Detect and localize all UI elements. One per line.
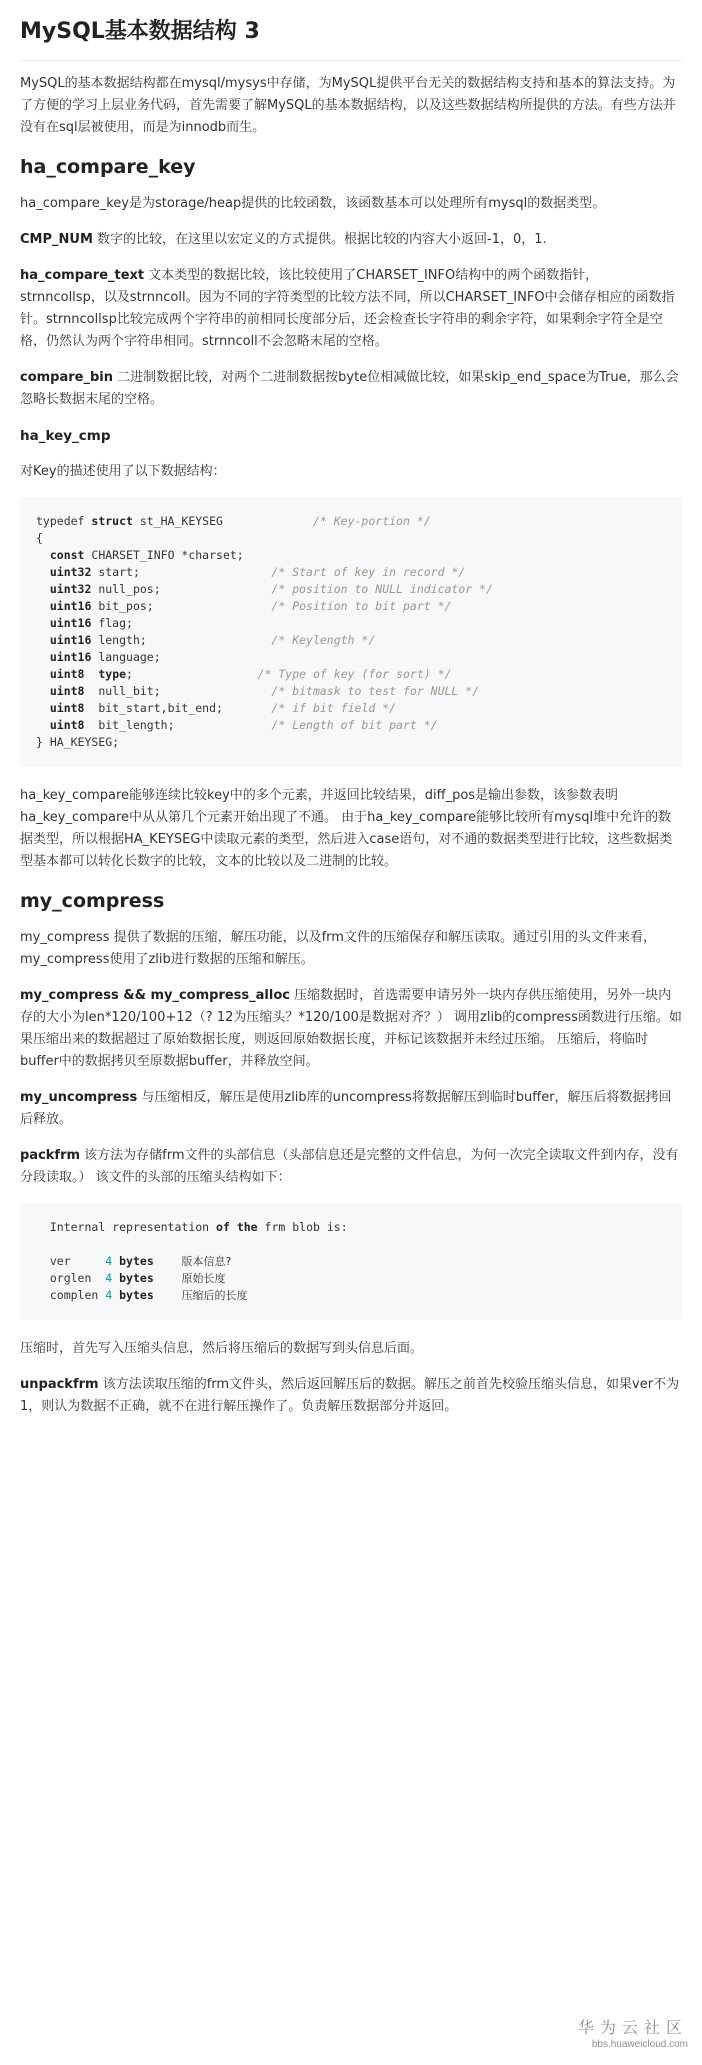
watermark-url: bbs.huaweicloud.com bbox=[591, 2039, 688, 2050]
watermark bbox=[578, 2015, 688, 2050]
compress-write-paragraph: 压缩时，首先写入压缩头信息，然后将压缩后的数据写到头信息后面。 bbox=[20, 1341, 424, 1356]
compare-bin-paragraph bbox=[20, 367, 682, 411]
uncompress-term: my_uncompress bbox=[20, 1090, 138, 1105]
unpackfrm-paragraph bbox=[20, 1374, 682, 1418]
code-block-frm-blob: Internal representation of the frm blob is: ver 4 bytes 版本信息? orglen 4 bytes 原始长度 complen 4 bytes 压缩后的长度 bbox=[20, 1203, 682, 1320]
my-compress-paragraph: my_compress 提供了数据的压缩，解压功能，以及frm文件的压缩保存和解压读取。通过引用的头文件来看，my_compress使用了zlib进行数据的压缩和解压。 bbox=[20, 930, 656, 967]
compress-alloc-desc: 压缩数据时，首选需要申请另外一块内存供压缩使用，另外一块内存的大小为len*120/100+12（? 12为压缩头？*120/100是数据对齐？） 调用zlib的compress函数进行压缩。如果压缩出来的数据超过了原始数据长度，则返回原始数据长度，并标记该数据并未经过压缩。 压缩后，将临时buffer中的数据拷贝至原数据buffer，并释放空间。 bbox=[20, 988, 682, 1069]
compare-text-term: ha_compare_text bbox=[20, 268, 145, 283]
code-block-ha-keyseg: typedef struct st_HA_KEYSEG /* Key-portion */ { const CHARSET_INFO *charset; uint32 start; /* Start of key in record */ uint32 null_pos; /* position to NULL indicator */ uint16 bit_pos; /* Position to bit part */ uint16 flag; uint16 length; /* Keylength */ uint16 language; uint8 type; /* Type of key (for sort) */ uint8 null_bit; /* bitmask to test for NULL */ uint8 bit_start,bit_end; /* if bit field */ uint8 bit_length; /* Length of bit part */ } HA_KEYSEG; bbox=[20, 497, 682, 767]
compare-text-desc: 文本类型的数据比较，该比较使用了CHARSET_INFO结构中的两个函数指针，strnncollsp，以及strnncoll。因为不同的字符类型的比较方法不同，所以CHARSET_INFO中会储存相应的函数指针。strnncollsp比较完成两个字符串的前相同长度部分后，还会检查长字符串的剩余字符，如果剩余字符全是空格，仍然认为两个字符串相同。strnncoll不会忽略末尾的空格。 bbox=[20, 268, 675, 349]
intro-paragraph: MySQL的基本数据结构都在mysql/mysys中存储，为MySQL提供平台无关的数据结构支持和基本的算法支持。为了方便的学习上层业务代码，首先需要了解MySQL的基本数据结构，以及这些数据结构所提供的方法。有些方法并没有在sql层被使用，而是为innodb而生。 bbox=[20, 76, 676, 135]
compress-alloc-term: my_compress && my_compress_alloc bbox=[20, 988, 290, 1003]
compare-bin-term: compare_bin bbox=[20, 370, 114, 385]
compress-alloc-paragraph bbox=[20, 985, 682, 1073]
packfrm-term: packfrm bbox=[20, 1148, 81, 1163]
watermark-brand: 华为云社区 bbox=[577, 2018, 688, 2037]
unpackfrm-term: unpackfrm bbox=[20, 1377, 99, 1392]
section-heading-my-compress: my_compress bbox=[20, 890, 165, 912]
ha-compare-key-paragraph: ha_compare_key是为storage/heap提供的比较函数，该函数基本可以处理所有mysql的数据类型。 bbox=[20, 196, 606, 211]
cmp-num-term: CMP_NUM bbox=[20, 232, 93, 247]
section-heading-ha-compare-key: ha_compare_key bbox=[20, 156, 196, 178]
packfrm-paragraph bbox=[20, 1145, 682, 1189]
uncompress-desc: 与压缩相反，解压是使用zlib库的uncompress将数据解压到临时buffer，解压后将数据拷回后释放。 bbox=[20, 1090, 672, 1127]
page-title: MySQL基本数据结构 3 bbox=[20, 16, 682, 61]
struct-intro: 对Key的描述使用了以下数据结构： bbox=[20, 464, 226, 479]
compare-text-paragraph bbox=[20, 265, 682, 353]
uncompress-paragraph bbox=[20, 1087, 682, 1131]
cmp-num-paragraph bbox=[20, 229, 682, 251]
compare-bin-desc: 二进制数据比较，对两个二进制数据按byte位相减做比较，如果skip_end_space为True，那么会忽略长数据末尾的空格。 bbox=[20, 370, 679, 407]
ha-key-compare-paragraph: ha_key_compare能够连续比较key中的多个元素，并返回比较结果，diff_pos是输出参数，该参数表明ha_key_compare中从从第几个元素开始出现了不通。 由于ha_key_compare能够比较所有mysql堆中允许的数据类型，所以根据HA_KEYSEG中读取元素的类型，然后进入case语句，对不通的数据类型进行比较，这些数据类型基本都可以转化长数字的比较，文本的比较以及二进制的比较。 bbox=[20, 788, 673, 869]
packfrm-desc: 该方法为存储frm文件的头部信息（头部信息还是完整的文件信息，为何一次完全读取文件到内存，没有分段读取。） 该文件的头部的压缩头结构如下： bbox=[20, 1148, 679, 1185]
unpackfrm-desc: 该方法读取压缩的frm文件头，然后返回解压后的数据。解压之前首先校验压缩头信息，如果ver不为1，则认为数据不正确，就不在进行解压操作了。负责解压数据部分并返回。 bbox=[20, 1377, 680, 1414]
cmp-num-desc: 数字的比较，在这里以宏定义的方式提供。根据比较的内容大小返回-1，0，1. bbox=[92, 232, 547, 247]
ha-key-cmp-subheading: ha_key_cmp bbox=[20, 428, 111, 444]
